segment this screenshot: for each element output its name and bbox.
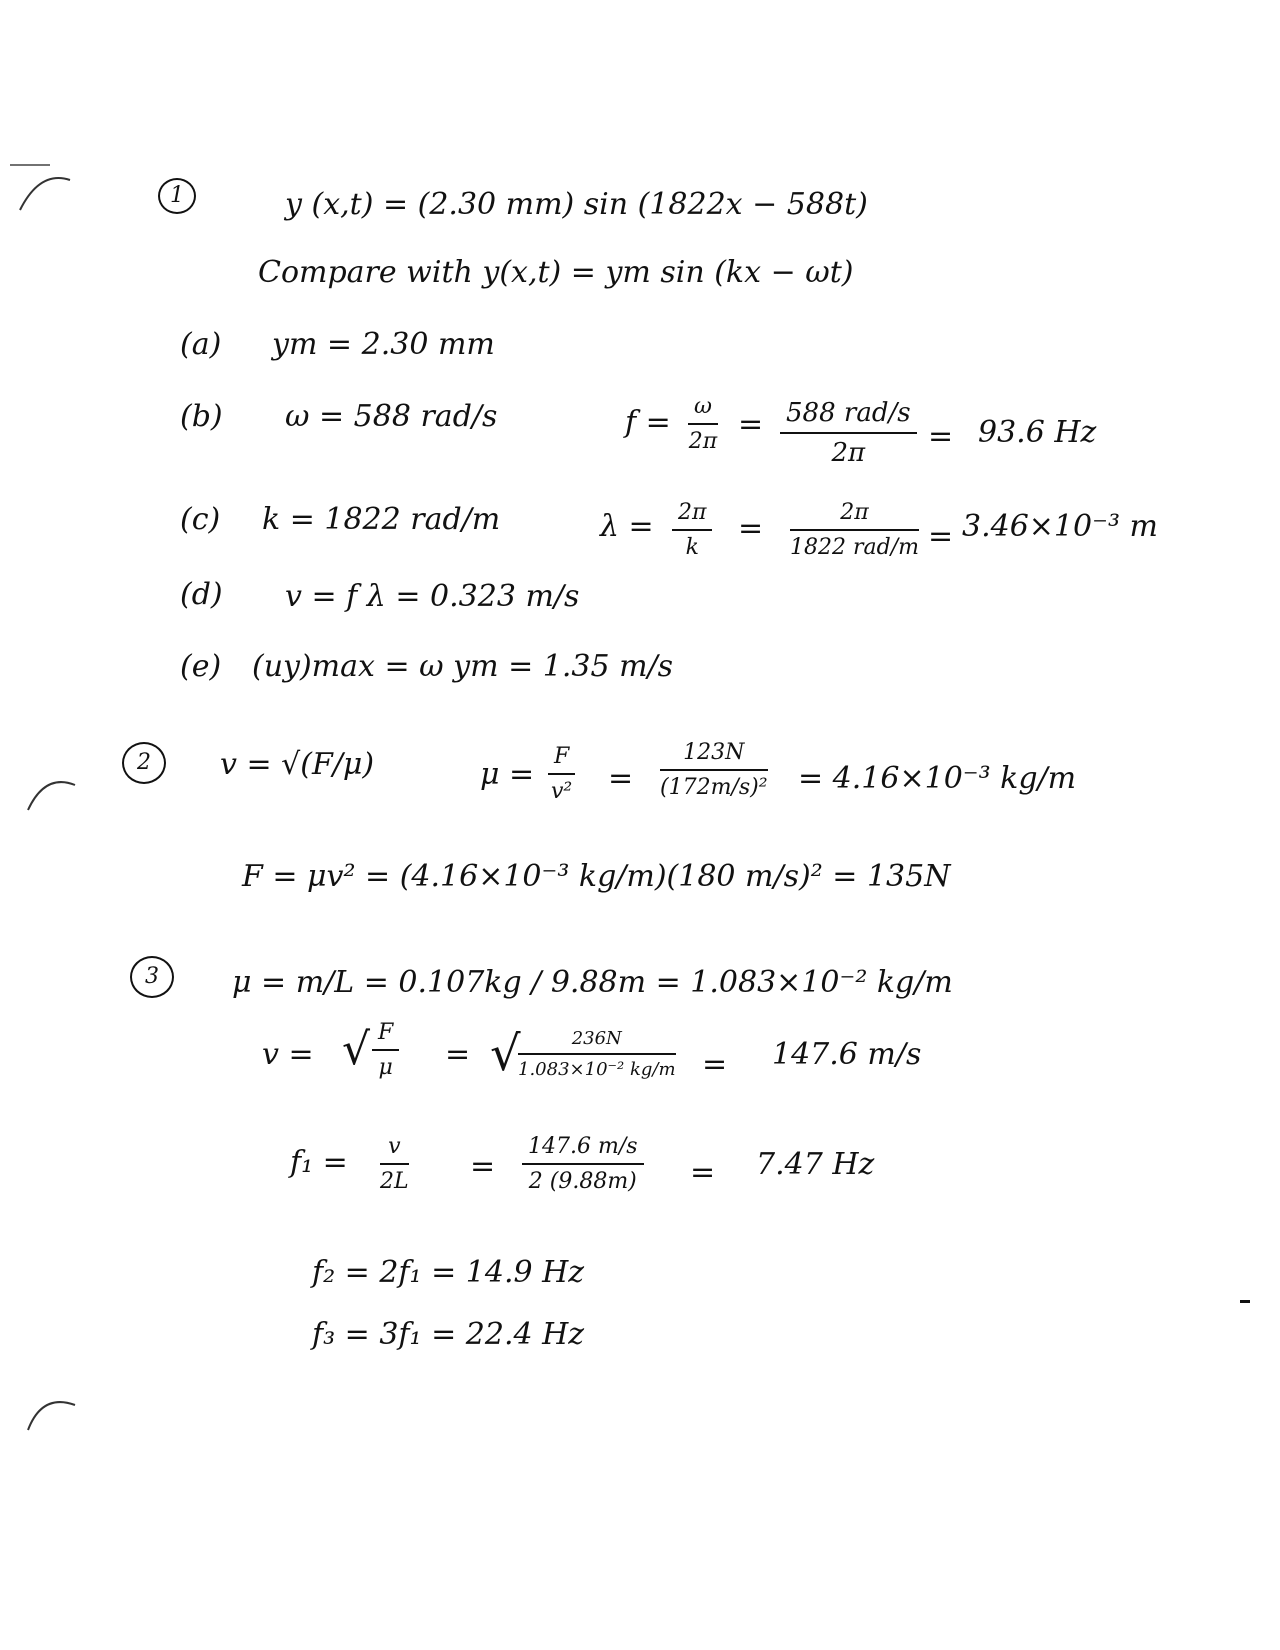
compare-line: Compare with y(x,t) = ym sin (kx − ωt) [258,255,854,290]
part-b-eq1: = [738,407,764,442]
part-b-value-fraction [780,398,917,468]
part-c-l-num: 2π [672,500,712,531]
speed-lhs: v = [262,1037,314,1072]
f1-den-2: 2 (9.88m) [528,1169,637,1194]
f1-eq-2: = [690,1155,716,1190]
f1-num: v [380,1134,409,1165]
f1-fraction [380,1134,409,1194]
mu-value-fraction [660,740,768,800]
speed-eq-1: = [445,1037,471,1072]
f2-line: f₂ = 2f₁ = 14.9 Hz [312,1255,585,1290]
problem-2-number: 2 [122,742,166,784]
f1-den: 2L [380,1169,409,1194]
part-e-answer: (uy)max = ω ym = 1.35 m/s [252,649,674,684]
part-d-label: (d) [180,577,223,612]
tension-line: F = μv² = (4.16×10⁻³ kg/m)(180 m/s)² = 135N [242,859,951,894]
part-b-num: 588 rad/s [780,398,917,434]
part-b-f-num: ω [688,394,718,425]
punch-hole-mark-top [10,160,80,220]
part-a-answer: ym = 2.30 mm [272,327,495,362]
mu-lhs: μ = [480,757,535,792]
part-c-den: 1822 rad/m [790,535,919,560]
problem-1-number: 1 [158,178,196,214]
part-b-result: 93.6 Hz [978,415,1097,450]
part-d-answer: v = f λ = 0.323 m/s [285,579,580,614]
f1-eq-1: = [470,1149,496,1184]
part-b-f-den: 2π [688,429,718,454]
f1-num-2: 147.6 m/s [522,1134,644,1165]
linear-density-line: μ = m/L = 0.107kg / 9.88m = 1.083×10⁻² kg/m [232,965,953,1000]
part-b-f-lhs: f = [625,405,671,440]
punch-hole-mark-middle [20,765,80,825]
part-b-omega: ω = 588 rad/s [285,399,498,434]
part-c-label: (c) [180,502,221,537]
part-c-result: 3.46×10⁻³ m [962,509,1158,544]
mu-val-den: (172m/s)² [660,775,768,800]
part-c-num: 2π [790,500,919,531]
speed-den-2: 1.083×10⁻² kg/m [518,1059,676,1080]
part-a-label: (a) [180,327,222,362]
f3-line: f₃ = 3f₁ = 22.4 Hz [312,1317,585,1352]
part-c-lambda-lhs: λ = [600,509,654,544]
part-e-label: (e) [180,649,222,684]
f1-result: 7.47 Hz [756,1147,875,1182]
part-b-f-fraction [688,394,718,454]
mu-num: F [548,744,575,775]
mu-eq: = [608,761,634,796]
punch-hole-mark-bottom [20,1385,80,1445]
edge-dash [1240,1300,1250,1303]
mu-den: v² [551,779,573,804]
mu-result: = 4.16×10⁻³ kg/m [798,761,1077,796]
mu-val-num: 123N [660,740,768,771]
part-b-den: 2π [831,438,866,468]
f1-value-fraction [522,1134,644,1194]
part-c-eq1: = [738,511,764,546]
speed-fraction-1 [372,1020,399,1080]
mu-fraction [548,744,575,804]
speed-sqrt-2: √ [490,1026,521,1082]
part-c-eq2: = [928,519,954,554]
speed-eq-2: = [702,1047,728,1082]
problem-3-number: 3 [130,956,174,998]
part-b-label: (b) [180,399,223,434]
speed-num-1: F [372,1020,399,1051]
part-c-k: k = 1822 rad/m [262,502,501,537]
part-c-l-den: k [685,535,699,560]
wave-equation: y (x,t) = (2.30 mm) sin (1822x − 588t) [285,187,868,222]
speed-den-1: μ [378,1055,393,1080]
part-c-value-fraction [790,500,919,560]
part-b-eq2: = [928,419,954,454]
part-c-lambda-fraction [672,500,712,560]
speed-result: 147.6 m/s [772,1037,922,1072]
speed-fraction-2 [518,1028,676,1080]
wave-speed-formula: v = √(F/μ) [220,747,375,782]
speed-num-2: 236N [518,1028,676,1055]
speed-sqrt-1: √ [342,1024,371,1075]
f1-lhs: f₁ = [290,1145,348,1180]
